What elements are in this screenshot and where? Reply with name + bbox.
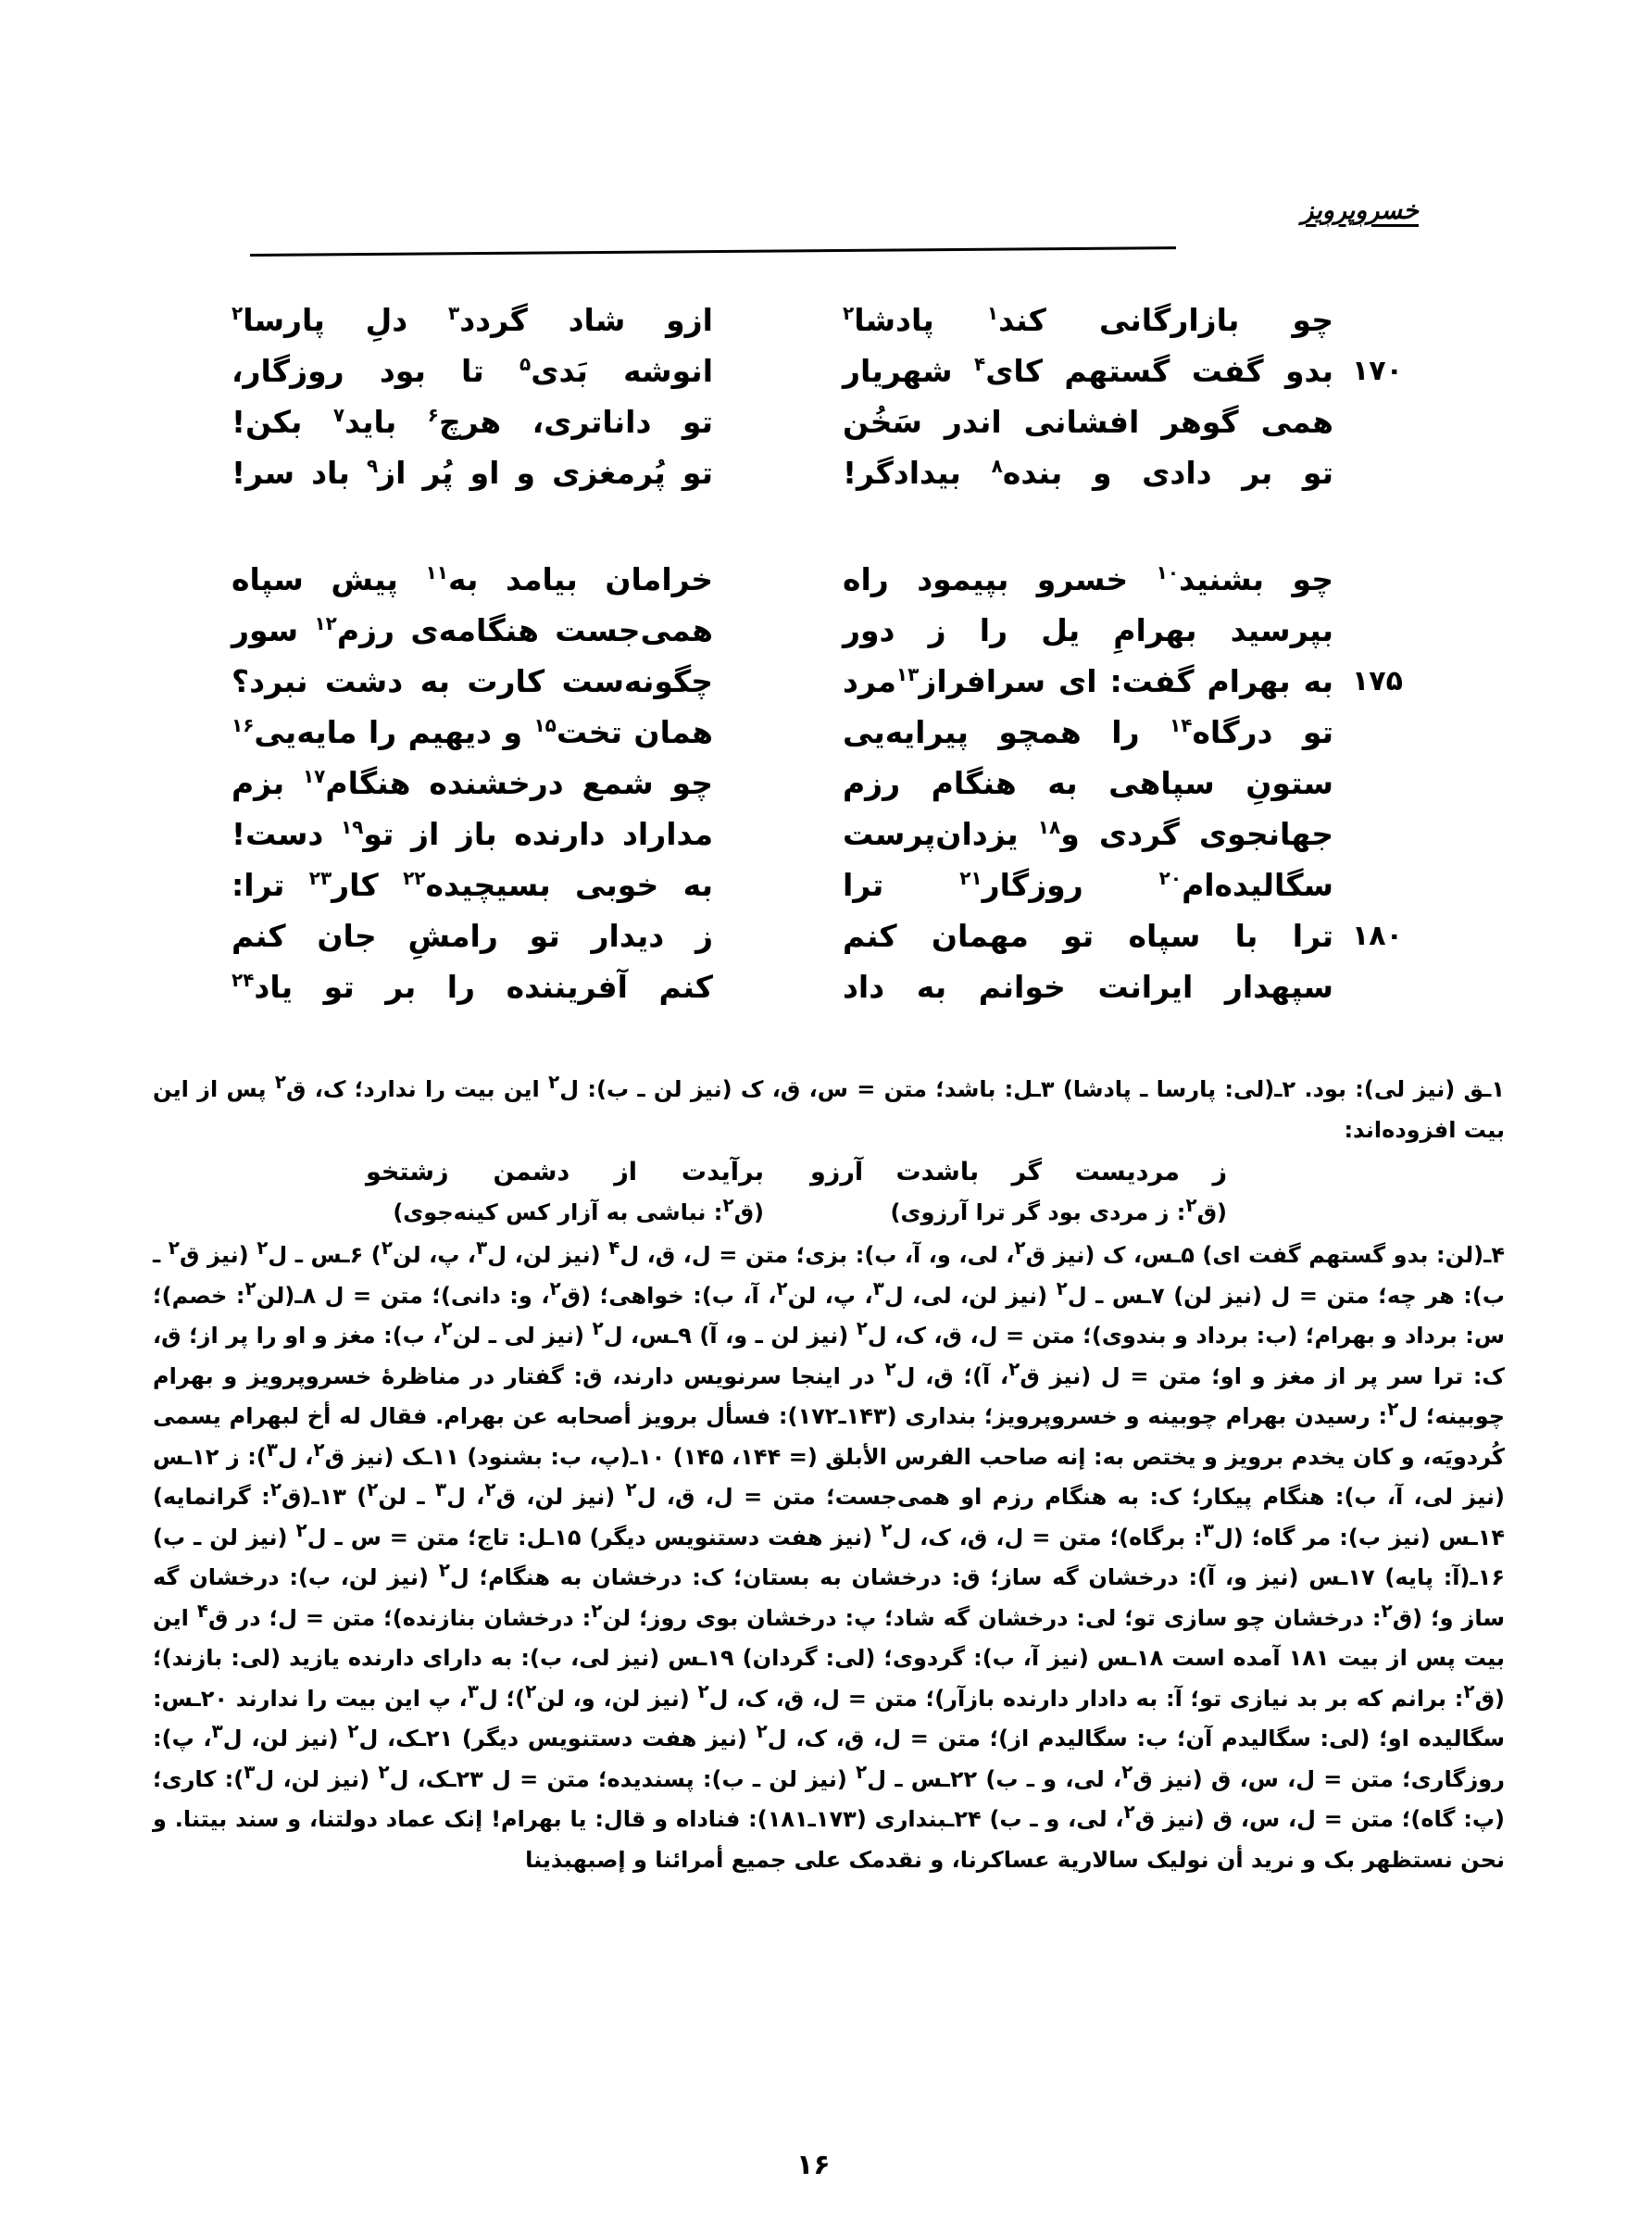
- bayt: [222, 961, 1426, 1012]
- bayt: [222, 758, 1426, 809]
- page-header: [250, 196, 1419, 261]
- hemistich-right: بدو گفت گستهم کای$^۴$ شهریار: [843, 353, 1333, 389]
- bayt: [222, 605, 1426, 656]
- hemistich-right: همی گوهر افشانی اندر سَخُن: [843, 404, 1333, 440]
- stanza: [222, 295, 1426, 498]
- bayt: [222, 809, 1426, 860]
- hemistich-left: کنم آفریننده را بر تو یاد$^{۲۴}$: [232, 969, 713, 1005]
- added-verse-variant-1: (ق$^۲$: ز مردی بود گر ترا آرزوی): [890, 1194, 1227, 1225]
- hemistich-left: تو پُرمغزی و او پُر از$^۹$ باد سر!: [232, 455, 713, 491]
- page-number: ۱۶: [796, 2149, 831, 2181]
- hemistich-right: تو درگاه$^{۱۴}$ را همچو پیرایه‌یی: [843, 714, 1333, 750]
- hemistich-right: بپرسید بهرامِ یل را ز دور: [843, 612, 1333, 648]
- running-title: خسروپرویز: [1301, 196, 1419, 225]
- bayt: [222, 447, 1426, 498]
- verse-number: ۱۷۵: [1352, 665, 1403, 697]
- added-verse-hemistich-2: برآیدت از دشمن زشتخو: [366, 1158, 764, 1186]
- hemistich-right: سگالیده‌ام$^{۲۰}$ روزگار$^{۲۱}$ ترا: [843, 867, 1333, 903]
- bayt: [222, 554, 1426, 605]
- stanza: [222, 554, 1426, 1012]
- hemistich-left: همان تخت$^{۱۵}$ و دیهیم را مایه‌یی$^{۱۶}$: [232, 714, 713, 750]
- footnote-paragraph-2: ۴ـ(لن: بدو گستهم گفت ای) ۵ـس، ک (نیز ق$^۲$، لی، و، آ، ب): بزی؛ متن = ل، ق، ل$^۴$ (نیز لن، ل$^۳$، پ، لن$^۲$) ۶ـس ـ ل$^۲$ (نیز ق$^۲$ ـ ب): هر چه؛ متن = ل (نیز لن) ۷ـس ـ ل$^۲$ (نیز لن، لی، ل$^۳$، پ، لن$^۲$، آ، ب): خواهی؛ (ق$^۲$، و: دانی)؛ متن = ل ۸ـ(لن$^۲$: خصم)؛ س: برداد و بهرام؛ (ب: برداد و بندوی)؛ متن = ل، ق، ک، ل$^۲$ (نیز لن ـ و، آ) ۹ـس، ل$^۲$ (نیز لی ـ لن$^۲$، ب): مغز و او را پر از؛ ق، ک: ترا سر پر از مغز و او؛ متن = ل (نیز ق$^۲$، آ)؛ ق، ل$^۲$ در اینجا سرنویس دارند، ق: گفتار در مناظرهٔ خسروپرویز و بهرام چوبینه؛ ل$^۲$: رسیدن بهرام چوبینه و خسروپرویز؛ بنداری (۱۴۳ـ۱۷۲): فسأل برویز أصحابه عن بهرام. فقال له أخ لبهرام یسمی کُردویَه، و کان یخدم برویز و یختص به: إنه صاحب الفرس الأبلق (= ۱۴۴، ۱۴۵) ۱۰ـ(پ، ب: بشنود) ۱۱ـک (نیز ق$^۲$، ل$^۳$): ز ۱۲ـس (نیز لی، آ، ب): هنگام پیکار؛ ک: به هنگام رزم او همی‌جست؛ متن = ل، ق، ل$^۲$ (نیز لن، ق$^۲$، ل$^۳$ ـ لن$^۲$) ۱۳ـ(ق$^۲$: گرانمایه) ۱۴ـس (نیز ب): مر گاه؛ (ل$^۳$: برگاه)؛ متن = ل، ق، ک، ل$^۲$ (نیز هفت دستنویس دیگر) ۱۵ـل: تاج؛ متن = س ـ ل$^۲$ (نیز لن ـ ب) ۱۶ـ(آ: پایه) ۱۷ـس (نیز و، آ): درخشان گه ساز؛ ق: درخشان به بستان؛ ک: درخشان به هنگام؛ ل$^۲$ (نیز لن، ب): درخشان گه ساز و؛ (ق$^۲$: درخشان چو سازی تو؛ لی: درخشان گه شاد؛ پ: درخشان بوی روز؛ لن$^۲$: درخشان بنازنده)؛ متن = ل؛ در ق$^۴$ این بیت پس از بیت ۱۸۱ آمده است ۱۸ـس (نیز آ، ب): گردوی؛ (لی: گردان) ۱۹ـس (نیز لی، ب): به دارای دارنده یازید (لی: بازند)؛ (ق$^۲$: برانم که بر بد نیازی تو؛ آ: به دادار دارنده بازآر)؛ متن = ل، ق، ک، ل$^۲$ (نیز لن، و، لن$^۲$)؛ ل$^۳$، پ این بیت را ندارند ۲۰ـس: سگالیده او؛ (لی: سگالیدم آن؛ ب: سگالیدم از)؛ متن = ل، ق، ک، ل$^۲$ (نیز هفت دستنویس دیگر) ۲۱ـک، ل$^۲$ (نیز لن، ل$^۳$، پ): روزگاری؛ متن = ل، س، ق (نیز ق$^۲$، لی، و ـ ب) ۲۲ـس ـ ل$^۲$ (نیز لن ـ ب): پسندیده؛ متن = ل ۲۳ـک، ل$^۲$ (نیز لن، ل$^۳$): کاری؛ (پ: گاه)؛ متن = ل، س، ق (نیز ق$^۲$، لی، و ـ ب) ۲۴ـبنداری (۱۷۳ـ۱۸۱): فناداه و قال: یا بهرام! إنک عماد دولتنا، و سند بیتنا. و نحن نستظهر بک و نرید أن نولیک سالاریة عساکرنا، و نقدمک علی جمیع أمرائنا و إصبهبذینا: [153, 1236, 1506, 1873]
- hemistich-left: چگونه‌ست کارت به دشت نبرد؟: [232, 663, 713, 699]
- hemistich-left: چو شمع درخشنده هنگام$^{۱۷}$ بزم: [232, 765, 713, 801]
- hemistich-right: چو بازارگانی کند$^۱$ پادشا$^۲$: [843, 302, 1333, 338]
- bayt: [222, 860, 1426, 910]
- hemistich-left: ازو شاد گردد$^۳$ دلِ پارسا$^۲$: [232, 302, 713, 338]
- footnote-added-verse: [153, 1152, 1505, 1234]
- bayt: [222, 345, 1426, 396]
- hemistich-left: مداراد دارنده باز از تو$^{۱۹}$ دست!: [232, 816, 713, 852]
- hemistich-left: خرامان بیامد به$^{۱۱}$ پیش سپاه: [232, 561, 713, 597]
- hemistich-right: ستونِ سپاهی به هنگام رزم: [843, 765, 1333, 801]
- bayt: [222, 656, 1426, 707]
- hemistich-left: تو داناتری، هرچ$^۶$ باید$^۷$ بکن!: [232, 404, 713, 440]
- bayt: [222, 910, 1426, 961]
- added-verse-variant-2: (ق$^۲$: نباشی به آزار کس کینه‌جوی): [393, 1194, 764, 1225]
- footnote-paragraph-1: ۱ـق (نیز لی): بود. ۲ـ(لی: پارسا ـ پادشا) ۳ـل: باشد؛ متن = س، ق، ک (نیز لن ـ ب): ل$^۲$ این بیت را ندارد؛ ک، ق$^۲$ پس از این بیت افزوده‌اند:: [153, 1071, 1505, 1143]
- verse-number: ۱۸۰: [1352, 920, 1403, 952]
- bayt: [222, 396, 1426, 447]
- hemistich-right: جهانجوی گردی و$^{۱۸}$ یزدان‌پرست: [843, 816, 1333, 852]
- header-rule: [250, 246, 1176, 257]
- hemistich-left: ز دیدار تو رامشِ جان کنم: [232, 918, 713, 954]
- hemistich-right: ترا با سپاه تو مهمان کنم: [843, 918, 1333, 954]
- added-verse-hemistich-1: ز مردیست گر باشدت آرزو: [810, 1158, 1227, 1186]
- bayt: [222, 295, 1426, 345]
- poem-body: [222, 295, 1426, 1068]
- hemistich-right: چو بشنید$^{۱۰}$ خسرو بپیمود راه: [843, 561, 1334, 597]
- hemistich-right: تو بر دادی و بنده$^۸$ بیدادگر!: [843, 455, 1333, 491]
- verse-number: ۱۷۰: [1352, 355, 1403, 387]
- hemistich-left: به خوبی بسیچیده$^{۲۲}$ کار$^{۲۳}$ ترا:: [232, 867, 713, 903]
- hemistich-left: انوشه بَدی$^۵$ تا بود روزگار،: [232, 353, 714, 389]
- footnotes: [153, 1070, 1505, 1880]
- hemistich-left: همی‌جست هنگامه‌ی رزم$^{۱۲}$ سور: [232, 612, 713, 648]
- hemistich-right: سپهدار ایرانت خوانم به داد: [843, 969, 1333, 1005]
- hemistich-right: به بهرام گفت: ای سرافراز$^{۱۳}$مرد: [843, 663, 1333, 699]
- bayt: [222, 707, 1426, 758]
